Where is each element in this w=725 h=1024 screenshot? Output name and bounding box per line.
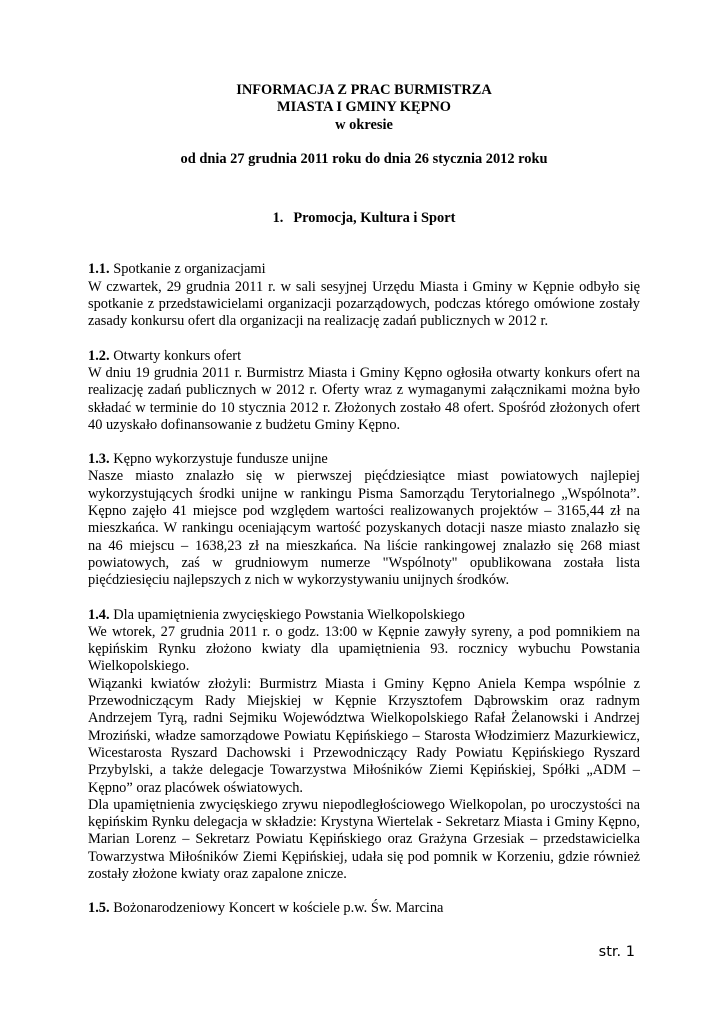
chapter-heading [88,210,640,227]
section-1-4 [88,607,640,884]
section-1-2 [88,348,640,434]
section-number: 1.2. [88,347,110,364]
section-title: Kępno wykorzystuje fundusze unijne [113,451,328,468]
chapter-title: Promocja, Kultura i Sport [293,210,456,227]
section-paragraph: Wiązanki kwiatów złożyli: Burmistrz Miasta i Gminy Kępno Aniela Kempa wspólnie z Przewodniczącym Rady Miejskiej w Kępnie Krzysztofem Dąbrowskim oraz radnym Andrzejem Tyrą, radni Sejmiku Województwa Wielkopolskiego Rafał Żelanowski i Andrzej Mroziński, władze samorządowe Powiatu Kępińskiego – Starosta Włodzimierz Mazurkiewicz, Wicestarosta Ryszard Dachowski i Przewodniczący Rady Powiatu Kępińskiego Ryszard Przybylski, a także delegacje Towarzystwa Miłośników Ziemi Kępińskiej, Spółki „ADM – Kępno” oraz placówek oświatowych. [88,675,640,796]
section-heading [88,451,640,468]
section-number: 1.1. [88,261,110,278]
chapter-number: 1. [272,210,284,227]
document-title-line2: MIASTA I GMINY KĘPNO [277,99,451,116]
section-paragraph: Nasze miasto znalazło się w pierwszej pięćdziesiątce miast powiatowych najlepiej wykorzystujących środki unijne w rankingu Pisma Samorządu Terytorialnego „Wspólnota”. Kępno zajęło 41 miejsce pod względem wartości realizowanych projektów – 3165,44 zł na mieszkańca. W rankingu oceniającym wartość pozyskanych dotacji nasze miasto znalazło się na 46 miejscu – 1638,23 zł na mieszkańca. Na liście rankingowej znalazło się 268 miast powiatowych, zaś w grudniowym numerze "Wspólnoty" opublikowana została lista pięćdziesięciu najlepszych z nich w wykorzystywaniu unijnych środków. [88,468,640,589]
section-paragraph: W dniu 19 grudnia 2011 r. Burmistrz Miasta i Gminy Kępno ogłosiła otwarty konkurs ofert na realizację zadań publicznych w 2012 r. Oferty wraz z wymaganymi załącznikami można było składać w terminie do 10 stycznia 2012 r. Złożonych zostało 48 ofert. Spośród złożonych ofert 40 uzyskało dofinansowanie z budżetu Gminy Kępno. [88,364,640,433]
section-1-5 [88,900,640,917]
document-page [88,82,640,918]
section-paragraph: W czwartek, 29 grudnia 2011 r. w sali sesyjnej Urzędu Miasta i Gminy w Kępnie odbyło się spotkanie z przedstawicielami organizacji pozarządowych, podczas którego omówione zostały zasady konkursu ofert dla organizacji na realizację zadań publicznych w 2012 r. [88,278,640,330]
section-title: Dla upamiętnienia zwycięskiego Powstania Wielkopolskiego [113,606,465,623]
section-heading [88,900,640,917]
section-number: 1.5. [88,900,110,917]
document-title-line1: INFORMACJA Z PRAC BURMISTRZA [236,82,492,98]
section-heading [88,261,640,278]
document-period: od dnia 27 grudnia 2011 roku do dnia 26 stycznia 2012 roku [180,150,548,167]
section-number: 1.3. [88,451,110,468]
document-title-line3: w okresie [335,116,393,133]
section-1-3 [88,451,640,589]
section-title: Spotkanie z organizacjami [113,261,266,278]
section-paragraph: Dla upamiętnienia zwycięskiego zrywu niepodległościowego Wielkopolan, po uroczystości na kępińskim Rynku delegacja w składzie: Krystyna Wiertelak - Sekretarz Miasta i Gminy Kępno, Marian Lorenz – Sekretarz Powiatu Kępińskiego oraz Grażyna Grzesiak – przedstawicielka Towarzystwa Miłośników Ziemi Kępińskiej, udała się pod pomnik w Korzeniu, gdzie również zostały złożone kwiaty oraz zapalone znicze. [88,796,640,882]
section-paragraph: We wtorek, 27 grudnia 2011 r. o godz. 13:00 w Kępnie zawyły syreny, a pod pomnikiem na kępińskim Rynku złożono kwiaty dla upamiętnienia 93. rocznicy wybuchu Powstania Wielkopolskiego. [88,623,640,675]
page-number: str. 1 [598,944,635,960]
section-heading [88,607,640,624]
section-title: Bożonarodzeniowy Koncert w kościele p.w. Św. Marcina [113,900,444,917]
section-number: 1.4. [88,606,110,623]
section-title: Otwarty konkurs ofert [113,347,242,364]
section-1-1 [88,261,640,330]
section-heading [88,348,640,365]
